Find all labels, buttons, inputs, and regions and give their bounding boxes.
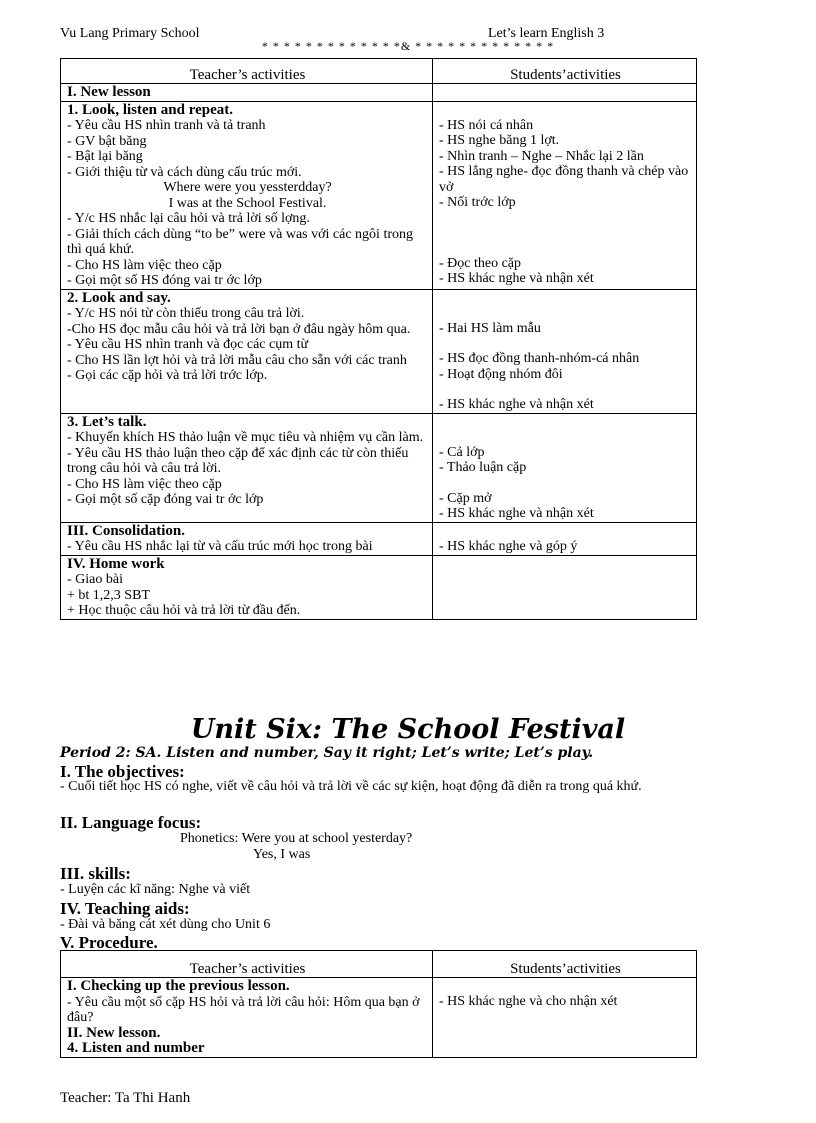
objectives-text: - Cuối tiết học HS có nghe, viết về câu hỏi và trả lời về các sự kiện, hoạt động đã diễn ra trong quá khứ.	[60, 779, 642, 794]
student-line: - HS nghe băng 1 lợt.	[439, 133, 560, 148]
student-line	[439, 382, 692, 397]
teacher-line: + Học thuộc câu hỏi và trả lời từ đầu đến.	[67, 603, 301, 618]
teacher-line: - Yêu cầu HS nhắc lại từ và cấu trúc mới học trong bài	[67, 539, 373, 554]
teacher-col-header: Teacher’s activities	[61, 59, 433, 84]
student-line: - HS khác nghe và nhận xét	[439, 506, 594, 521]
teacher-line: 1. Look, listen and repeat.	[67, 101, 233, 118]
student-cell	[433, 978, 697, 1058]
student-line: - Hai HS làm mẫu	[439, 320, 541, 336]
student-line: - HS khác nghe và nhận xét	[439, 271, 594, 286]
activities-table-2	[60, 950, 697, 1058]
teacher-line: - Yêu cầu một số cặp HS hỏi và trả lời câu hỏi: Hôm qua bạn ở đâu?	[67, 994, 420, 1025]
teacher-line: - Y/c HS nói từ còn thiếu trong câu trả lời.	[67, 306, 305, 321]
teacher-line: - Cho HS lần lợt hỏi và trả lời mẫu câu cho sẵn với các tranh	[67, 352, 407, 368]
student-line	[439, 226, 692, 241]
teacher-line: - Gọi các cặp hỏi và trả lời trớc lớp.	[67, 368, 268, 383]
student-line: - Hoạt động nhóm đôi	[439, 366, 563, 382]
teacher-line: Where were you yessterdday?	[163, 180, 332, 195]
activities-table-1	[60, 58, 697, 620]
header-school: Vu Lang Primary School	[60, 26, 200, 41]
student-line	[439, 336, 692, 351]
teacher-line: - Y/c HS nhắc lại câu hỏi và trả lời số lợng.	[67, 211, 310, 226]
teacher-cell	[61, 522, 433, 555]
skills-text: - Luyện các kĩ năng: Nghe và viết	[60, 882, 251, 897]
activity-row	[61, 522, 697, 555]
student-cell	[433, 289, 697, 413]
teacher-line: - Giải thích cách dùng “to be” were và was với các ngôi trong thì quá khứ.	[67, 226, 413, 257]
period-subtitle: Period 2: SA. Listen and number, Say it right; Let’s write; Let’s play.	[60, 745, 594, 761]
student-cell	[433, 555, 697, 619]
activity-row	[61, 413, 697, 522]
teacher-line: - Gọi một số cặp đóng vai tr ớc lớp	[67, 492, 264, 507]
activity-row	[61, 84, 697, 102]
teacher-line: - Cho HS làm việc theo cặp	[67, 476, 222, 492]
activity-row	[61, 978, 697, 1058]
teacher-line: - Yêu cầu HS nhìn tranh và đọc các cụm từ	[67, 337, 309, 352]
unit-title: Unit Six: The School Festival	[190, 714, 626, 745]
activity-row	[61, 101, 697, 289]
student-line: - Cả lớp	[439, 444, 485, 460]
teacher-cell	[61, 555, 433, 619]
language-heading: II. Language focus:	[60, 813, 202, 832]
teacher-line: -Cho HS đọc mẫu câu hỏi và trả lời bạn ở đâu ngày hôm qua.	[67, 321, 411, 337]
student-line: - HS khác nghe và cho nhận xét	[439, 994, 618, 1009]
teacher-cell	[61, 413, 433, 522]
student-line	[439, 211, 692, 226]
student-line: - HS lắng nghe- đọc đồng thanh và chép vào vở	[439, 164, 689, 195]
student-line: - Nhìn tranh – Nghe – Nhắc lại 2 lần	[439, 148, 644, 164]
header-book: Let’s learn English 3	[488, 26, 605, 41]
teacher-line: II. New lesson.	[67, 1024, 161, 1041]
student-cell	[433, 413, 697, 522]
student-line	[439, 415, 692, 430]
student-line	[439, 476, 692, 491]
header-divider: * * * * * * * * * * * * *& * * * * * * * * * * * * *	[261, 39, 555, 53]
teacher-line: - Yêu cầu HS thảo luận theo cặp để xác định các từ còn thiếu trong câu hỏi và câu trả lời.	[67, 445, 409, 476]
skills-heading: III. skills:	[60, 864, 131, 883]
student-line	[439, 979, 692, 994]
teacher-line: - Khuyến khích HS thảo luận về mục tiêu và nhiệm vụ cần làm.	[67, 430, 424, 445]
objectives-heading: I. The objectives:	[60, 762, 185, 781]
activity-row	[61, 289, 697, 413]
activity-row	[61, 555, 697, 619]
student-cell	[433, 522, 697, 555]
teacher-line: - Cho HS làm việc theo cặp	[67, 257, 222, 273]
student-col-header: Students’activities	[433, 59, 697, 84]
student-line: - HS nói cá nhân	[439, 117, 534, 133]
teacher-line: - Giao bài	[67, 572, 123, 587]
student-line	[439, 306, 692, 321]
teacher-line: 4. Listen and number	[67, 1040, 205, 1056]
student-line	[439, 241, 692, 256]
student-line	[439, 103, 692, 118]
student-line: - Thảo luận cặp	[439, 460, 527, 475]
student-col-header: Students’activities	[433, 951, 697, 978]
teacher-cell	[61, 101, 433, 289]
student-line: - Đọc theo cặp	[439, 255, 522, 271]
teacher-line: - Yêu cầu HS nhìn tranh và tả tranh	[67, 118, 266, 133]
student-line	[439, 524, 692, 539]
student-line: - Cặp mở	[439, 490, 492, 506]
teacher-cell	[61, 289, 433, 413]
teacher-line: I. New lesson	[67, 84, 151, 100]
phonetics-line: Phonetics: Were you at school yesterday?	[180, 831, 413, 846]
phonetics-answer: Yes, I was	[253, 847, 311, 862]
teacher-cell	[61, 84, 433, 102]
aids-text: - Đài và băng cát xét dùng cho Unit 6	[60, 917, 271, 932]
teacher-col-header: Teacher’s activities	[61, 951, 433, 978]
procedure-heading: V. Procedure.	[60, 933, 158, 952]
teacher-line: + bt 1,2,3 SBT	[67, 587, 150, 603]
student-line: - Nối trớc lớp	[439, 195, 516, 210]
teacher-line: III. Consolidation.	[67, 522, 185, 539]
student-line: - HS đọc đồng thanh-nhóm-cá nhân	[439, 351, 640, 366]
teacher-line: IV. Home work	[67, 555, 165, 572]
student-line: - HS khác nghe và góp ý	[439, 538, 578, 554]
teacher-line: 2. Look and say.	[67, 289, 171, 306]
aids-heading: IV. Teaching aids:	[60, 899, 190, 918]
teacher-line: I. Checking up the previous lesson.	[67, 978, 290, 994]
teacher-cell	[61, 978, 433, 1058]
teacher-line: 3. Let’s talk.	[67, 413, 147, 430]
teacher-line: - Bật lại băng	[67, 149, 143, 164]
student-cell	[433, 101, 697, 289]
teacher-line: - GV bật băng	[67, 133, 147, 149]
student-line	[439, 291, 692, 306]
teacher-line: - Giới thiệu từ và cách dùng cấu trúc mới.	[67, 164, 302, 180]
student-line	[439, 430, 692, 445]
student-line: - HS khác nghe và nhận xét	[439, 397, 594, 412]
student-cell	[433, 84, 697, 102]
teacher-name: Teacher: Ta Thi Hanh	[60, 1090, 191, 1106]
teacher-line: - Gọi một số HS đóng vai tr ớc lớp	[67, 273, 262, 288]
teacher-line: I was at the School Festival.	[168, 195, 327, 211]
